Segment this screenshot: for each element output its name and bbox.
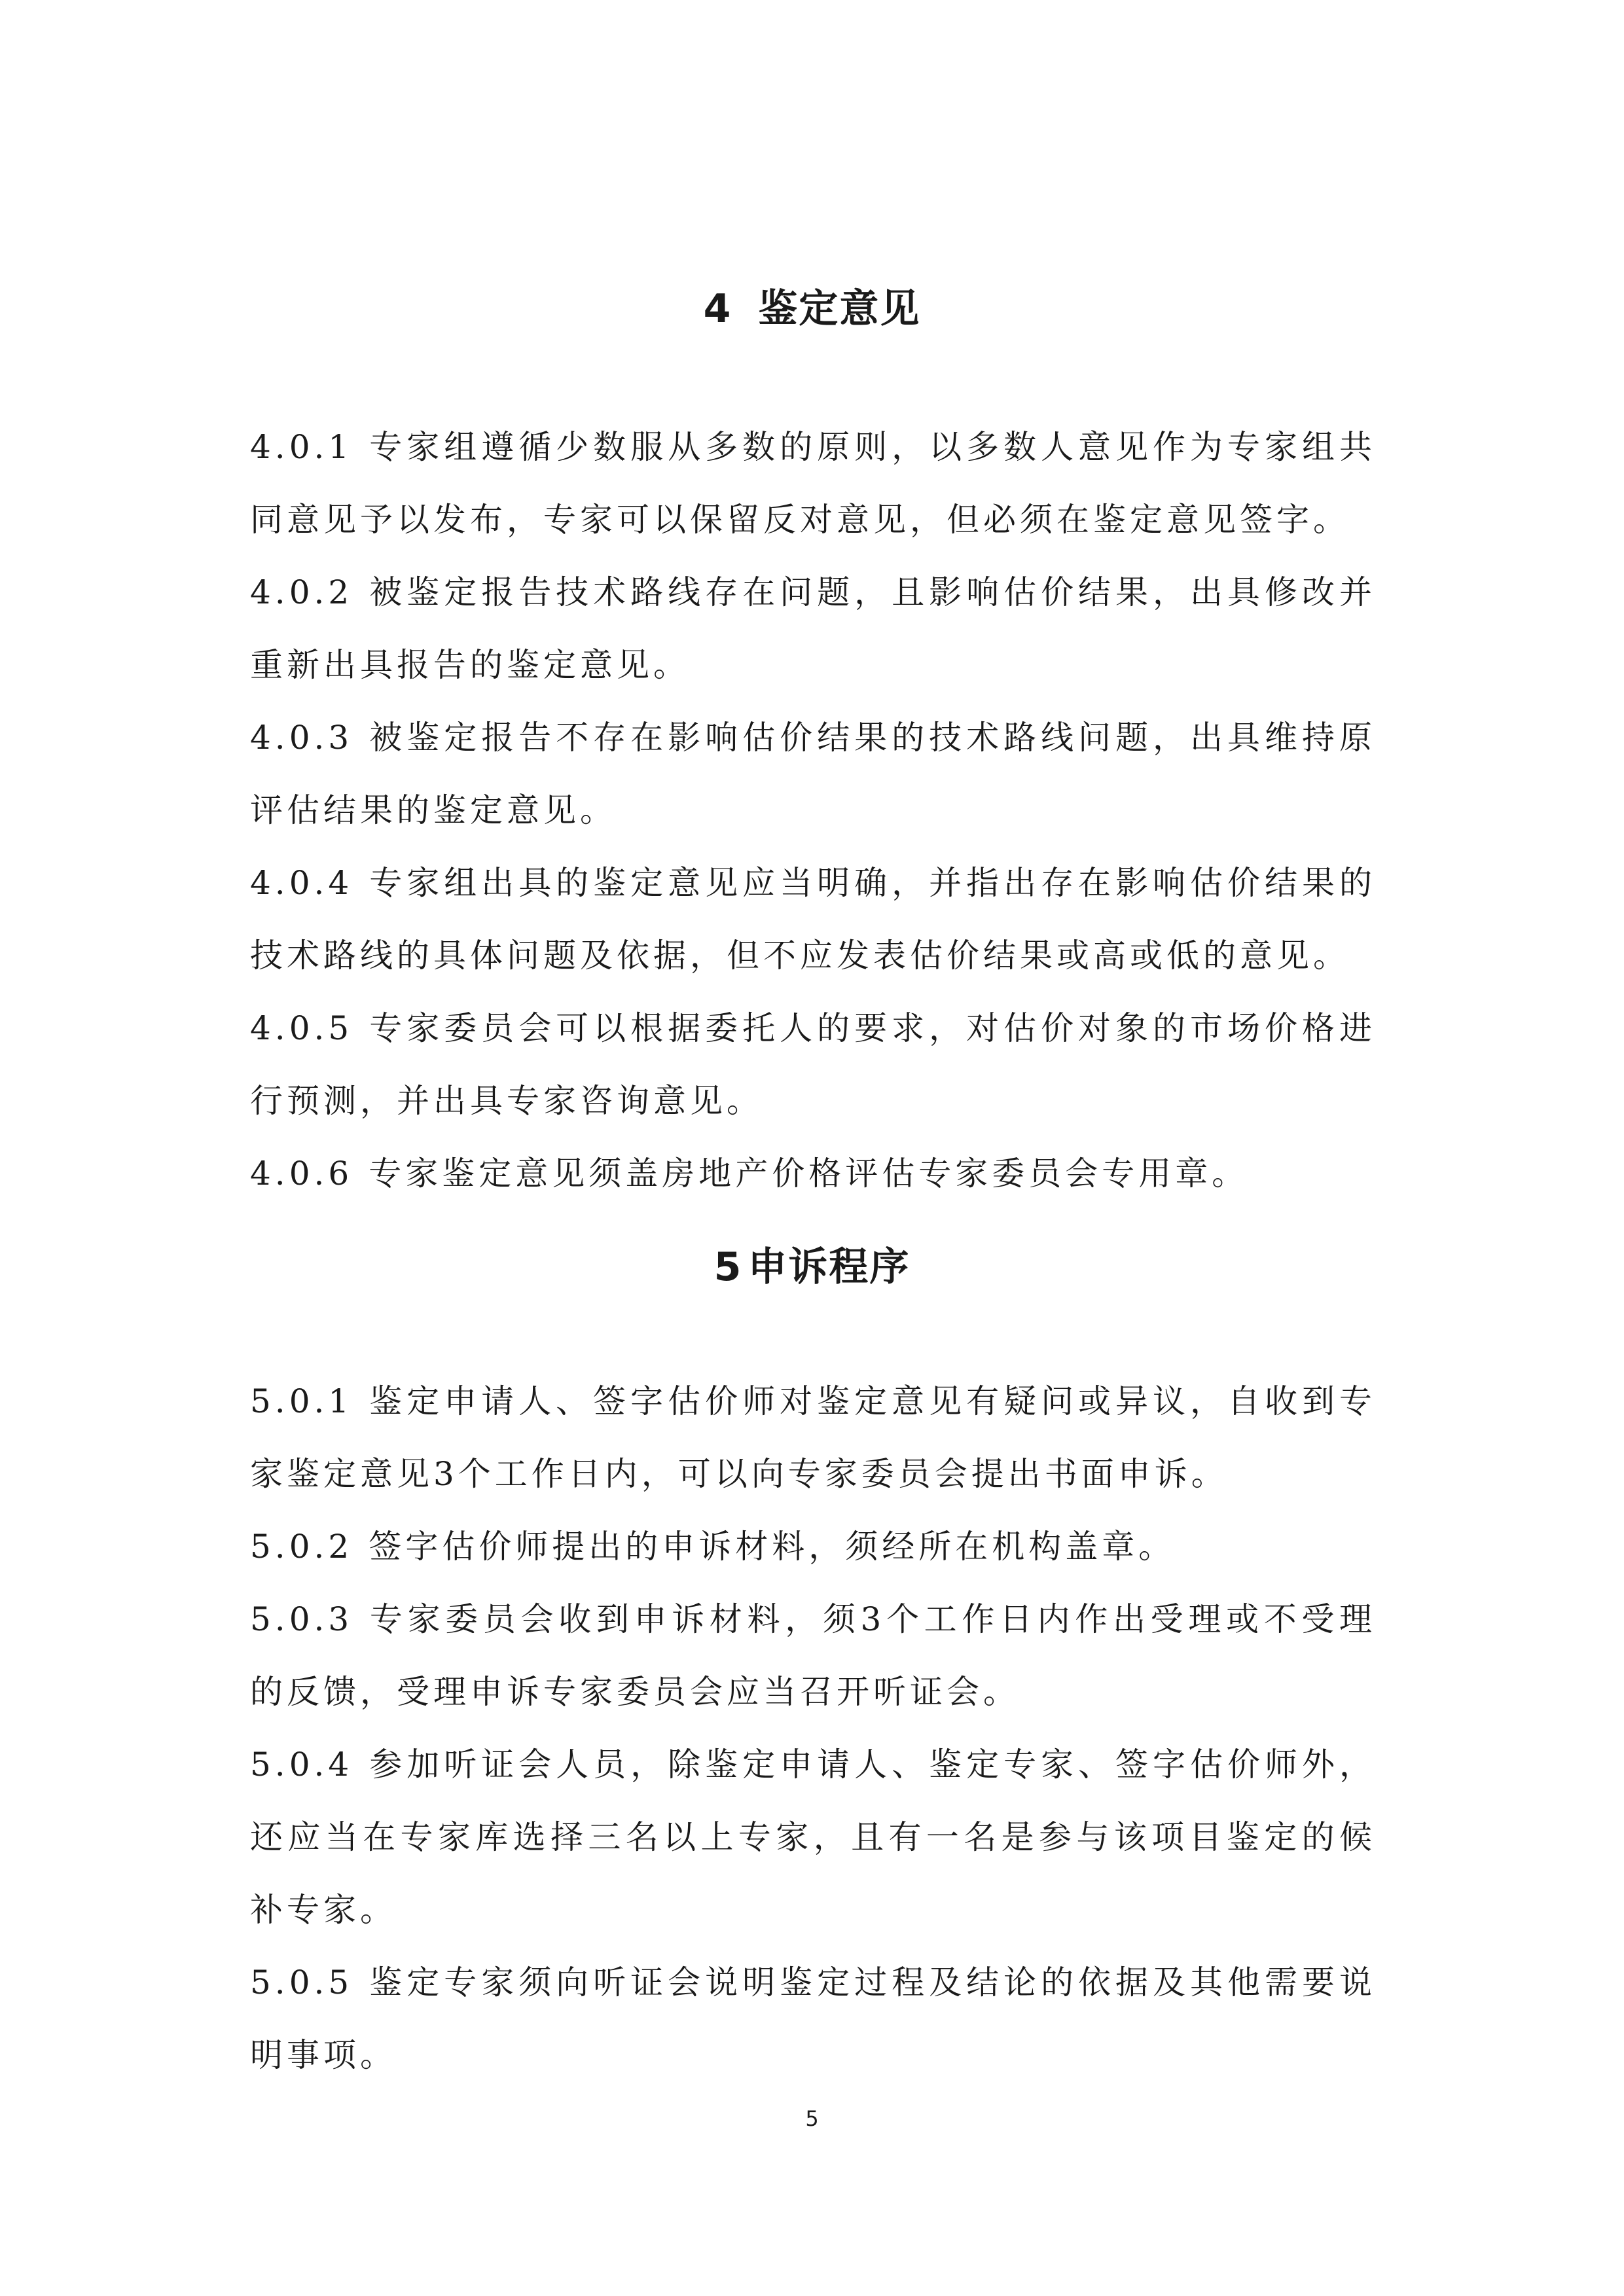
clause-text: 专家组遵循少数服从多数的原则，以多数人意见作为专家组共同意见予以发布，专家可以保留反对意见，但必须在鉴定意见签字。 [250,428,1376,539]
clause-text: 专家委员会收到申诉材料，须3个工作日内作出受理或不受理的反馈，受理申诉专家委员会应当召开听证会。 [250,1600,1376,1711]
clause-4-0-3 [250,702,1376,847]
clause-5-0-3 [250,1583,1376,1729]
clause-number: 5.0.1 [250,1382,353,1420]
clause-text: 专家鉴定意见须盖房地产价格评估专家委员会专用章。 [369,1155,1249,1193]
clause-number: 4.0.2 [250,573,353,611]
section-heading-4 [0,283,1624,335]
clause-5-0-2 [250,1511,1376,1583]
clause-number: 4.0.6 [250,1155,353,1193]
clause-4-0-1 [250,411,1376,556]
clause-text: 签字估价师提出的申诉材料，须经所在机构盖章。 [369,1528,1176,1566]
clause-4-0-2 [250,556,1376,702]
section-title: 申诉程序 [748,1244,911,1290]
clause-number: 5.0.2 [250,1528,353,1566]
section-number: 5 [713,1244,743,1290]
section-title: 鉴定意见 [758,286,921,332]
clause-text: 被鉴定报告不存在影响估价结果的技术路线问题，出具维持原评估结果的鉴定意见。 [250,719,1376,829]
clause-number: 5.0.3 [250,1600,353,1638]
clause-5-0-4 [250,1729,1376,1946]
clause-text: 专家组出具的鉴定意见应当明确，并指出存在影响估价结果的技术路线的具体问题及依据，但不应发表估价结果或高或低的意见。 [250,864,1376,975]
clause-5-0-5 [250,1946,1376,2092]
clause-text: 被鉴定报告技术路线存在问题，且影响估价结果，出具修改并重新出具报告的鉴定意见。 [250,573,1376,684]
clause-number: 4.0.4 [250,864,353,902]
section-heading-5 [0,1241,1624,1293]
clause-number: 4.0.3 [250,719,353,757]
clause-4-0-6 [250,1138,1376,1210]
section-number: 4 [703,286,732,332]
clause-number: 4.0.1 [250,428,353,466]
clause-4-0-5 [250,992,1376,1138]
clause-number: 5.0.5 [250,1964,353,2001]
section-4-body [250,411,1376,1210]
section-5-body [250,1365,1376,2092]
clause-number: 4.0.5 [250,1009,353,1047]
clause-number: 5.0.4 [250,1746,353,1784]
clause-4-0-4 [250,847,1376,992]
clause-text: 鉴定专家须向听证会说明鉴定过程及结论的依据及其他需要说明事项。 [250,1964,1376,2074]
clause-5-0-1 [250,1365,1376,1511]
page-number: 5 [805,2106,819,2131]
clause-text: 参加听证会人员，除鉴定申请人、鉴定专家、签字估价师外，还应当在专家库选择三名以上专家，且有一名是参与该项目鉴定的候补专家。 [250,1746,1376,1929]
clause-text: 专家委员会可以根据委托人的要求，对估价对象的市场价格进行预测，并出具专家咨询意见。 [250,1009,1376,1120]
clause-text: 鉴定申请人、签字估价师对鉴定意见有疑问或异议，自收到专家鉴定意见3个工作日内，可以向专家委员会提出书面申诉。 [250,1382,1376,1493]
